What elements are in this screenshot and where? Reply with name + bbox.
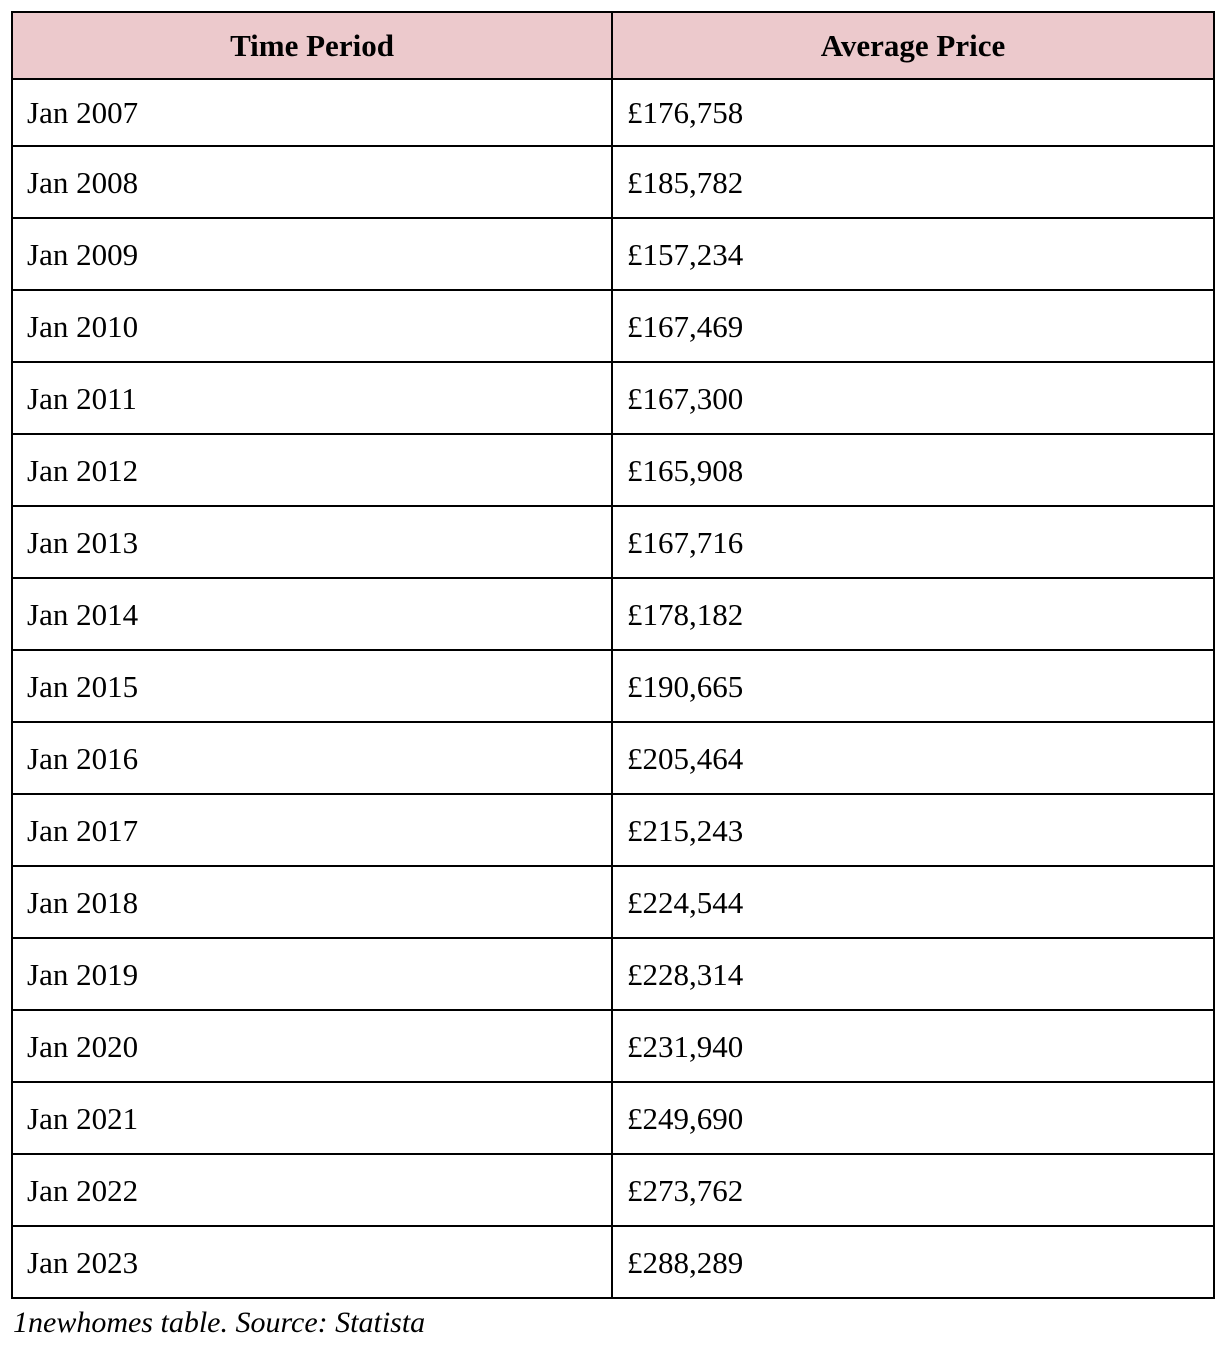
average-price-cell: £185,782	[612, 146, 1214, 218]
average-price-cell: £176,758	[612, 79, 1214, 146]
table-row	[12, 578, 1214, 650]
time-period-cell: Jan 2012	[12, 434, 612, 506]
average-price-cell: £167,716	[612, 506, 1214, 578]
average-price-cell: £167,300	[612, 362, 1214, 434]
table-body	[12, 79, 1214, 1298]
average-price-cell: £288,289	[612, 1226, 1214, 1298]
table-row	[12, 650, 1214, 722]
time-period-cell: Jan 2014	[12, 578, 612, 650]
average-price-cell: £157,234	[612, 218, 1214, 290]
table-row	[12, 218, 1214, 290]
average-price-cell: £273,762	[612, 1154, 1214, 1226]
time-period-cell: Jan 2015	[12, 650, 612, 722]
time-period-cell: Jan 2019	[12, 938, 612, 1010]
table-row	[12, 1154, 1214, 1226]
column-header-time-period: Time Period	[12, 12, 612, 79]
table-row	[12, 146, 1214, 218]
table-row	[12, 722, 1214, 794]
time-period-cell: Jan 2020	[12, 1010, 612, 1082]
time-period-cell: Jan 2023	[12, 1226, 612, 1298]
time-period-cell: Jan 2016	[12, 722, 612, 794]
time-period-cell: Jan 2011	[12, 362, 612, 434]
table-row	[12, 506, 1214, 578]
table-row	[12, 938, 1214, 1010]
average-price-cell: £231,940	[612, 1010, 1214, 1082]
average-price-cell: £178,182	[612, 578, 1214, 650]
price-table-container	[11, 11, 1213, 1299]
table-row	[12, 794, 1214, 866]
average-price-cell: £228,314	[612, 938, 1214, 1010]
table-row	[12, 434, 1214, 506]
average-price-cell: £190,665	[612, 650, 1214, 722]
table-row	[12, 866, 1214, 938]
table-header	[12, 12, 1214, 79]
table-row	[12, 1226, 1214, 1298]
table-row	[12, 1010, 1214, 1082]
average-price-cell: £249,690	[612, 1082, 1214, 1154]
table-row	[12, 290, 1214, 362]
average-price-cell: £205,464	[612, 722, 1214, 794]
time-period-cell: Jan 2007	[12, 79, 612, 146]
time-period-cell: Jan 2018	[12, 866, 612, 938]
table-row	[12, 79, 1214, 146]
time-period-cell: Jan 2017	[12, 794, 612, 866]
average-price-cell: £165,908	[612, 434, 1214, 506]
time-period-cell: Jan 2010	[12, 290, 612, 362]
time-period-cell: Jan 2022	[12, 1154, 612, 1226]
average-price-cell: £215,243	[612, 794, 1214, 866]
average-price-table	[11, 11, 1215, 1299]
column-header-average-price: Average Price	[612, 12, 1214, 79]
time-period-cell: Jan 2008	[12, 146, 612, 218]
average-price-cell: £224,544	[612, 866, 1214, 938]
table-row	[12, 1082, 1214, 1154]
table-caption: 1newhomes table. Source: Statista	[13, 1306, 426, 1339]
time-period-cell: Jan 2021	[12, 1082, 612, 1154]
time-period-cell: Jan 2013	[12, 506, 612, 578]
table-row	[12, 362, 1214, 434]
time-period-cell: Jan 2009	[12, 218, 612, 290]
header-row	[12, 12, 1214, 79]
average-price-cell: £167,469	[612, 290, 1214, 362]
